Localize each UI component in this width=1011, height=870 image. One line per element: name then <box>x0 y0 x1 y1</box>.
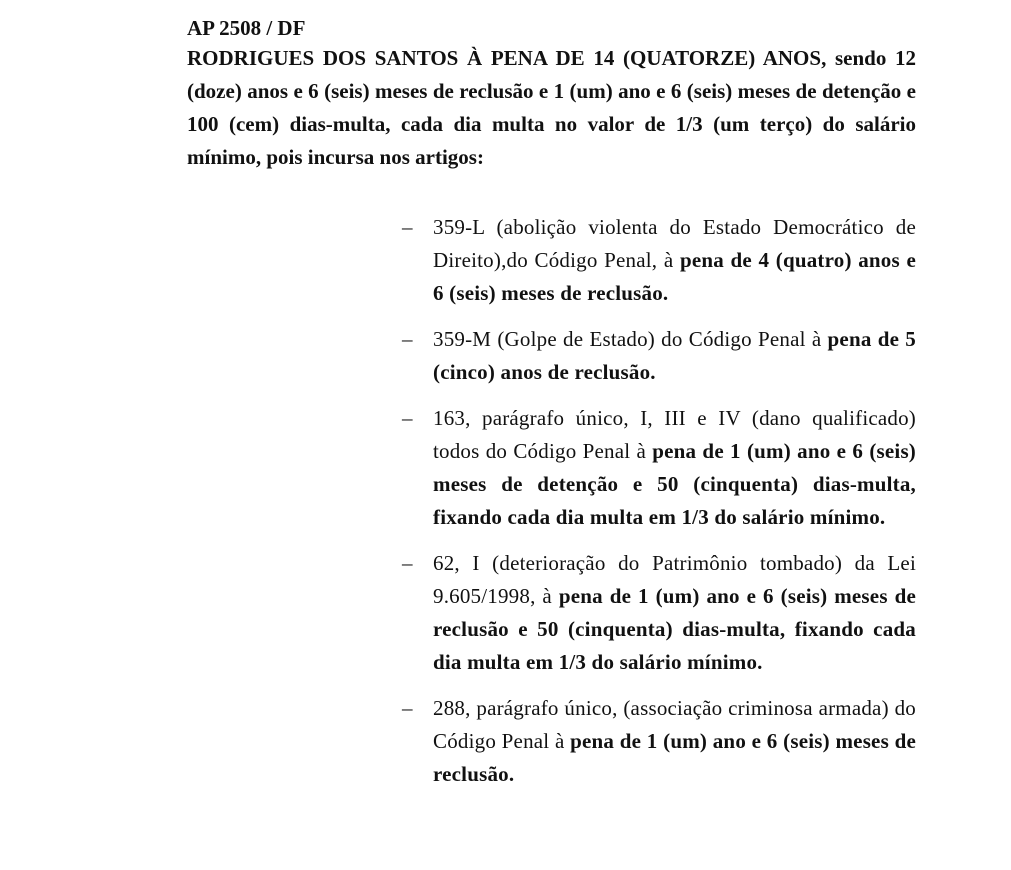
article-text: 62, I (deterioração do Patrimônio tombado) da Lei 9.605/1998, à <box>433 551 916 608</box>
penalty-text: pena de 4 (quatro) anos e 6 (seis) meses de reclusão. <box>433 248 916 305</box>
list-item <box>402 211 916 310</box>
dash-bullet: – <box>402 327 413 351</box>
list-item <box>402 402 916 534</box>
penalty-text: pena de 1 (um) ano e 6 (seis) meses de reclusão. <box>433 729 916 786</box>
list-item <box>402 323 916 389</box>
penalty-text: pena de 5 (cinco) anos de reclusão. <box>433 327 916 384</box>
dash-bullet: – <box>402 696 413 720</box>
article-text: 359-M (Golpe de Estado) do Código Penal à <box>433 327 828 351</box>
list-item <box>402 547 916 679</box>
dash-bullet: – <box>402 215 413 239</box>
case-number: AP 2508 / DF <box>187 16 306 40</box>
penalty-text: pena de 1 (um) ano e 6 (seis) meses de reclusão e 50 (cinquenta) dias-multa, fixando cada dia multa em 1/3 do salário mínimo. <box>433 584 916 674</box>
dash-bullet: – <box>402 406 413 430</box>
dash-bullet: – <box>402 551 413 575</box>
article-text: 288, parágrafo único, (associação criminosa armada) do Código Penal à <box>433 696 916 753</box>
article-text: 163, parágrafo único, I, III e IV (dano qualificado) todos do Código Penal à <box>433 406 916 463</box>
list-item <box>402 692 916 791</box>
sentence-paragraph: RODRIGUES DOS SANTOS À PENA DE 14 (QUATORZE) ANOS, sendo 12 (doze) anos e 6 (seis) meses de reclusão e 1 (um) ano e 6 (seis) meses de detenção e 100 (cem) dias-multa, cada dia multa no valor de 1/3 (um terço) do salário mínimo, pois incursa nos artigos: <box>187 46 916 169</box>
document-header <box>187 14 916 174</box>
penalty-text: pena de 1 (um) ano e 6 (seis) meses de detenção e 50 (cinquenta) dias-multa, fixando cada dia multa em 1/3 do salário mínimo. <box>433 439 917 529</box>
article-list <box>402 211 916 804</box>
article-text: 359-L (abolição violenta do Estado Democrático de Direito),do Código Penal, à <box>433 215 916 272</box>
